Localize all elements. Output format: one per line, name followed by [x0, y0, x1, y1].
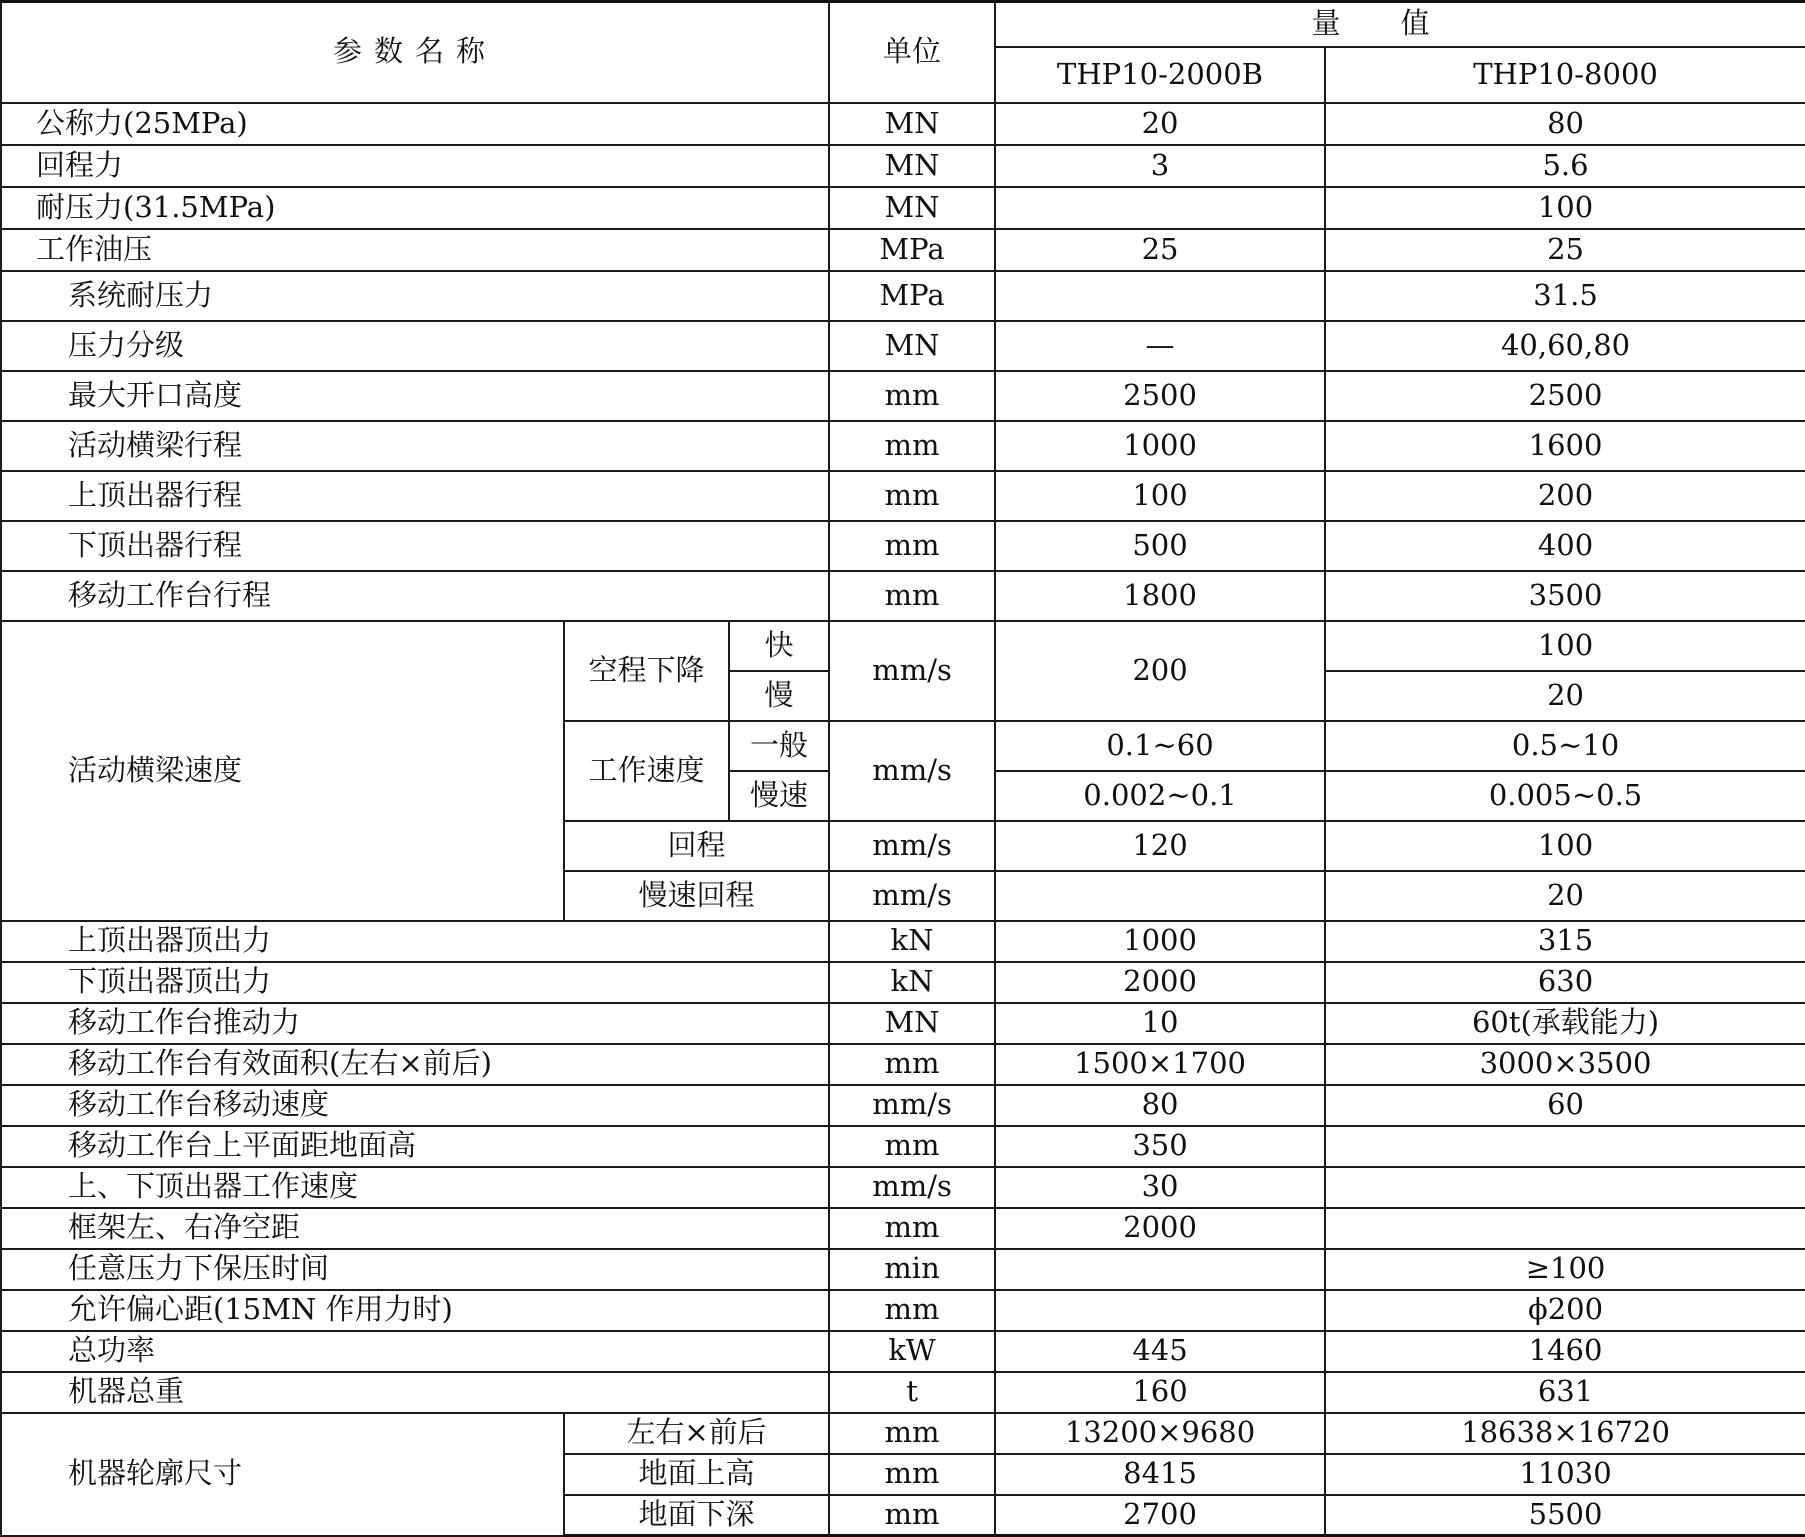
row-value-a — [995, 271, 1325, 321]
row-name: 工作油压 — [1, 229, 829, 271]
row-value-b: ϕ200 — [1325, 1290, 1805, 1331]
row-value-b: 315 — [1325, 921, 1805, 962]
row-value-b: 100 — [1325, 187, 1805, 229]
row-value-a: 1000 — [995, 921, 1325, 962]
row-name: 移动工作台上平面距地面高 — [1, 1126, 829, 1167]
row-value-b: 630 — [1325, 962, 1805, 1003]
row-value-a: 1000 — [995, 421, 1325, 471]
table-row — [1, 421, 1805, 471]
row-value-b: 60t(承载能力) — [1325, 1003, 1805, 1044]
row-name: 公称力(25MPa) — [1, 103, 829, 145]
header-model-a: THP10-2000B — [995, 47, 1325, 103]
row-value-a: 25 — [995, 229, 1325, 271]
row-unit: MPa — [829, 229, 995, 271]
idle-down-slow-value-b: 20 — [1325, 671, 1805, 721]
row-value-b: 31.5 — [1325, 271, 1805, 321]
table-row — [1, 1208, 1805, 1249]
outline-label: 地面上高 — [564, 1454, 829, 1495]
table-row — [1, 321, 1805, 371]
header-row-1 — [1, 2, 1805, 47]
row-unit: mm — [829, 521, 995, 571]
row-unit: min — [829, 1249, 995, 1290]
table-row — [1, 521, 1805, 571]
idle-down-fast-label: 快 — [729, 621, 829, 671]
row-name: 移动工作台行程 — [1, 571, 829, 621]
row-unit: t — [829, 1372, 995, 1413]
row-value-a — [995, 1249, 1325, 1290]
row-unit: kW — [829, 1331, 995, 1372]
row-value-b: 80 — [1325, 103, 1805, 145]
table-row — [1, 571, 1805, 621]
row-name: 系统耐压力 — [1, 271, 829, 321]
row-value-a: 500 — [995, 521, 1325, 571]
table-row — [1, 471, 1805, 521]
slow-return-label: 慢速回程 — [564, 871, 829, 921]
idle-down-fast-value-b: 100 — [1325, 621, 1805, 671]
row-name: 框架左、右净空距 — [1, 1208, 829, 1249]
table-row — [1, 187, 1805, 229]
row-value-a: 445 — [995, 1331, 1325, 1372]
row-value-a: 1500×1700 — [995, 1044, 1325, 1085]
row-name: 移动工作台有效面积(左右×前后) — [1, 1044, 829, 1085]
header-value: 量值 — [995, 2, 1805, 47]
row-value-b: 40,60,80 — [1325, 321, 1805, 371]
row-value-b — [1325, 1126, 1805, 1167]
outline-unit: mm — [829, 1495, 995, 1536]
table-row — [1, 103, 1805, 145]
return-label: 回程 — [564, 821, 829, 871]
outline-unit: mm — [829, 1413, 995, 1454]
row-unit: mm — [829, 471, 995, 521]
idle-down-slow-label: 慢 — [729, 671, 829, 721]
table-row — [1, 1003, 1805, 1044]
return-value-a: 120 — [995, 821, 1325, 871]
row-value-a: — — [995, 321, 1325, 371]
row-value-b: ≥100 — [1325, 1249, 1805, 1290]
table-row — [1, 1372, 1805, 1413]
speed-group-name: 活动横梁速度 — [1, 621, 564, 921]
row-value-b: 60 — [1325, 1085, 1805, 1126]
row-name: 总功率 — [1, 1331, 829, 1372]
table-row — [1, 229, 1805, 271]
row-name: 任意压力下保压时间 — [1, 1249, 829, 1290]
row-value-a: 2000 — [995, 962, 1325, 1003]
row-value-a: 100 — [995, 471, 1325, 521]
row-value-a: 2500 — [995, 371, 1325, 421]
outline-value-b: 11030 — [1325, 1454, 1805, 1495]
row-value-a: 350 — [995, 1126, 1325, 1167]
table-row — [1, 1167, 1805, 1208]
row-unit: MPa — [829, 271, 995, 321]
work-speed-normal-label: 一般 — [729, 721, 829, 771]
header-unit: 单位 — [829, 2, 995, 103]
work-speed-normal-value-a: 0.1~60 — [995, 721, 1325, 771]
row-unit: MN — [829, 1003, 995, 1044]
row-value-b: 400 — [1325, 521, 1805, 571]
table-row — [1, 1331, 1805, 1372]
row-name: 最大开口高度 — [1, 371, 829, 421]
row-value-b: 25 — [1325, 229, 1805, 271]
row-unit: mm — [829, 1126, 995, 1167]
row-unit: mm — [829, 1290, 995, 1331]
row-value-b: 200 — [1325, 471, 1805, 521]
work-speed-slow-value-a: 0.002~0.1 — [995, 771, 1325, 821]
table-row — [1, 1290, 1805, 1331]
row-value-b — [1325, 1208, 1805, 1249]
table-row — [1, 1044, 1805, 1085]
row-name: 耐压力(31.5MPa) — [1, 187, 829, 229]
row-value-a: 160 — [995, 1372, 1325, 1413]
table-row — [1, 371, 1805, 421]
table-row — [1, 962, 1805, 1003]
row-unit: mm/s — [829, 1167, 995, 1208]
row-value-b: 2500 — [1325, 371, 1805, 421]
row-value-a: 30 — [995, 1167, 1325, 1208]
return-unit: mm/s — [829, 821, 995, 871]
idle-down-label: 空程下降 — [564, 621, 729, 721]
row-unit: MN — [829, 187, 995, 229]
row-name: 下顶出器行程 — [1, 521, 829, 571]
table-row — [1, 1249, 1805, 1290]
row-value-b: 3000×3500 — [1325, 1044, 1805, 1085]
row-unit: MN — [829, 321, 995, 371]
row-value-b: 1600 — [1325, 421, 1805, 471]
row-value-a: 2000 — [995, 1208, 1325, 1249]
outline-value-a: 8415 — [995, 1454, 1325, 1495]
outline-label: 地面下深 — [564, 1495, 829, 1536]
work-speed-slow-value-b: 0.005~0.5 — [1325, 771, 1805, 821]
table-row — [1, 921, 1805, 962]
outline-group-name: 机器轮廓尺寸 — [1, 1413, 564, 1536]
table-row — [1, 1085, 1805, 1126]
outline-label: 左右×前后 — [564, 1413, 829, 1454]
row-value-a: 1800 — [995, 571, 1325, 621]
row-unit: mm — [829, 1208, 995, 1249]
row-name: 移动工作台推动力 — [1, 1003, 829, 1044]
row-name: 下顶出器顶出力 — [1, 962, 829, 1003]
row-name: 上、下顶出器工作速度 — [1, 1167, 829, 1208]
row-unit: mm/s — [829, 1085, 995, 1126]
row-unit: mm — [829, 421, 995, 471]
row-unit: kN — [829, 962, 995, 1003]
slow-return-value-b: 20 — [1325, 871, 1805, 921]
slow-return-unit: mm/s — [829, 871, 995, 921]
table-row — [1, 145, 1805, 187]
outline-unit: mm — [829, 1454, 995, 1495]
idle-down-unit: mm/s — [829, 621, 995, 721]
row-unit: mm — [829, 371, 995, 421]
work-speed-normal-value-b: 0.5~10 — [1325, 721, 1805, 771]
row-name: 移动工作台移动速度 — [1, 1085, 829, 1126]
table-row — [1, 1126, 1805, 1167]
work-speed-slow-label: 慢速 — [729, 771, 829, 821]
outline-value-a: 2700 — [995, 1495, 1325, 1536]
outline-value-b: 18638×16720 — [1325, 1413, 1805, 1454]
work-speed-unit: mm/s — [829, 721, 995, 821]
header-model-b: THP10-8000 — [1325, 47, 1805, 103]
row-name: 上顶出器行程 — [1, 471, 829, 521]
row-name: 上顶出器顶出力 — [1, 921, 829, 962]
row-value-b: 3500 — [1325, 571, 1805, 621]
header-param-name: 参数名称 — [1, 2, 829, 103]
outline-value-b: 5500 — [1325, 1495, 1805, 1536]
row-name: 活动横梁行程 — [1, 421, 829, 471]
row-name: 机器总重 — [1, 1372, 829, 1413]
row-name: 回程力 — [1, 145, 829, 187]
row-unit: MN — [829, 103, 995, 145]
row-name: 压力分级 — [1, 321, 829, 371]
row-unit: kN — [829, 921, 995, 962]
idle-down-value-a: 200 — [995, 621, 1325, 721]
row-name: 允许偏心距(15MN 作用力时) — [1, 1290, 829, 1331]
table-row — [1, 271, 1805, 321]
row-unit: mm — [829, 1044, 995, 1085]
row-value-b — [1325, 1167, 1805, 1208]
row-unit: mm — [829, 571, 995, 621]
slow-return-value-a — [995, 871, 1325, 921]
row-value-a: 10 — [995, 1003, 1325, 1044]
row-value-a — [995, 1290, 1325, 1331]
outline-value-a: 13200×9680 — [995, 1413, 1325, 1454]
return-value-b: 100 — [1325, 821, 1805, 871]
row-value-a — [995, 187, 1325, 229]
row-value-a: 80 — [995, 1085, 1325, 1126]
speed-row-idle-fast — [1, 621, 1805, 671]
row-value-a: 20 — [995, 103, 1325, 145]
row-value-a: 3 — [995, 145, 1325, 187]
row-value-b: 631 — [1325, 1372, 1805, 1413]
row-value-b: 5.6 — [1325, 145, 1805, 187]
work-speed-label: 工作速度 — [564, 721, 729, 821]
outline-row — [1, 1413, 1805, 1454]
row-unit: MN — [829, 145, 995, 187]
row-value-b: 1460 — [1325, 1331, 1805, 1372]
